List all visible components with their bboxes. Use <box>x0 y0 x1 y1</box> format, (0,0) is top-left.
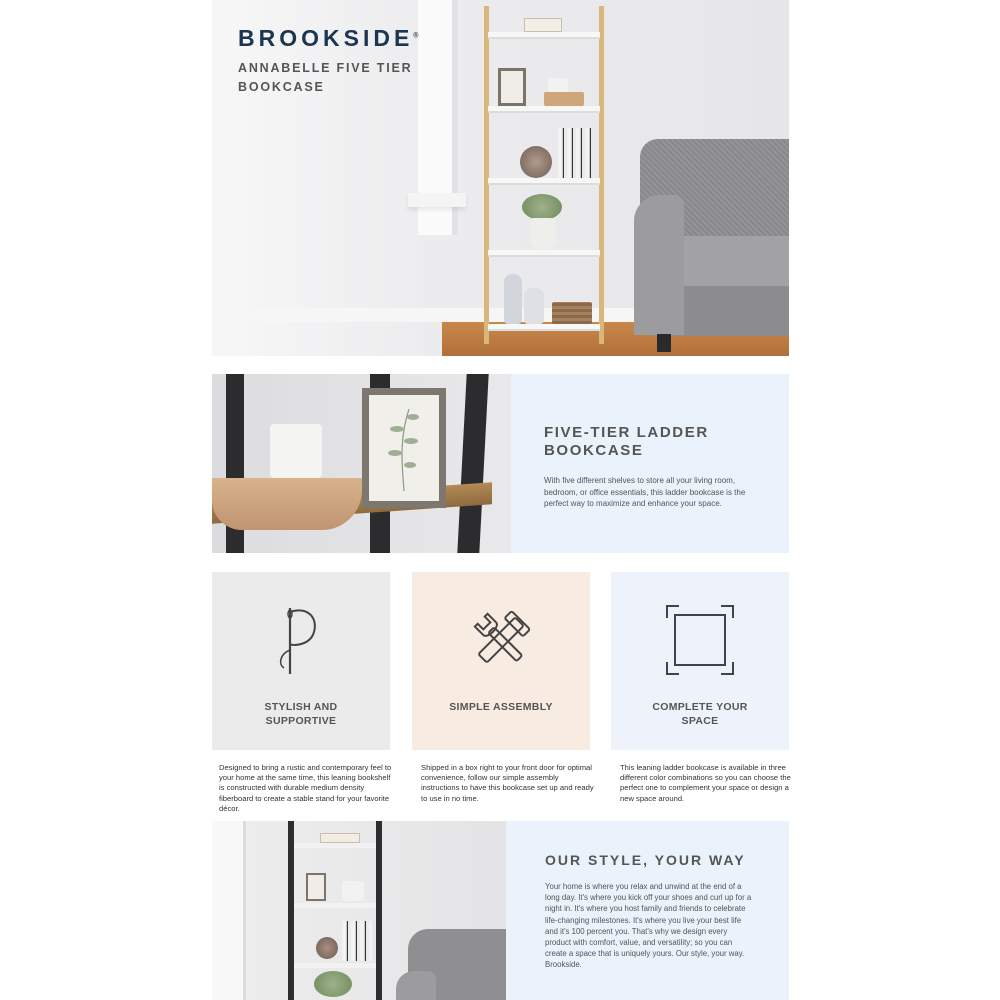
feature-label-line-1: COMPLETE YOUR <box>652 701 748 713</box>
feature-description: Shipped in a box right to your front door for optimal convenience, follow our simple assembly instructions to have this bookcase set up and ready to use in no time. <box>421 763 594 803</box>
ladder-detail-photo <box>212 374 511 553</box>
section-title-line-1: FIVE-TIER LADDER <box>544 424 709 441</box>
product-name-line-2: BOOKCASE <box>238 80 325 94</box>
bookcase-rail-right <box>599 6 604 344</box>
section-title: OUR STYLE, YOUR WAY <box>545 852 746 868</box>
black-rail-right <box>376 821 382 1000</box>
shelf-3 <box>294 963 376 968</box>
books <box>342 921 372 961</box>
shelf-1 <box>294 843 376 848</box>
ladder-info-panel <box>511 374 789 553</box>
feature-card-space <box>611 572 789 750</box>
feature-label-line-2: SPACE <box>681 715 719 727</box>
window-sill <box>408 193 466 207</box>
decor-box <box>524 18 562 32</box>
section-title-line-2: BOOKCASE <box>544 442 644 459</box>
plant-leaves <box>522 194 562 220</box>
decor-box <box>320 833 360 843</box>
woven-basket <box>552 302 592 324</box>
feature-label-line-1: STYLISH AND <box>264 701 338 713</box>
decor-orb <box>520 146 552 178</box>
books <box>558 128 594 178</box>
decor-bowl <box>548 78 568 92</box>
vase-tall <box>504 274 522 324</box>
feature-description: Designed to bring a rustic and contemporary feel to your home at the same time, this leaning bookshelf is constructed with durable medium density fiberboard to create a stable stand for your favorite décor. <box>219 763 392 813</box>
sofa-leg <box>657 334 671 352</box>
wood-tray <box>544 92 584 106</box>
room-photo <box>212 821 506 1000</box>
vase-short <box>524 288 544 324</box>
bookcase-illustration <box>482 6 607 344</box>
framed-print <box>362 388 446 508</box>
wall <box>212 0 422 356</box>
needle-thread-icon <box>266 604 336 676</box>
brand-name: BROOKSIDE <box>238 25 414 51</box>
section-body: Your home is where you relax and unwind at the end of a long day. It's where you kick off your shoes and curl up for a night in. It's where you host family and friends to celebrate life-changing milestones. It's where you live your best life and it's 100 percent you. That's why we design every product with comfort, value, and versatility; so you can create a space that is uniquely yours. Our style, your way. Brookside. <box>545 882 752 970</box>
product-name-line-1: ANNABELLE FIVE TIER <box>238 61 413 75</box>
section-body: With five different shelves to store all your living room, bedroom, or office essentials, this ladder bookcase is the perfect way to maximize and enhance your space. <box>544 476 746 508</box>
bookcase-rail-left <box>484 6 489 344</box>
picture-frame <box>498 68 526 106</box>
picture-frame <box>306 873 326 901</box>
plant-pot <box>530 218 556 250</box>
window <box>212 821 246 1000</box>
tools-icon <box>466 604 536 676</box>
section-title <box>544 424 774 460</box>
ceramic-jar <box>270 424 322 478</box>
feature-label-line-2: SUPPORTIVE <box>265 715 337 727</box>
trademark-symbol: ® <box>413 32 419 40</box>
decor-bowl <box>342 881 364 901</box>
feature-card-assembly <box>412 572 590 750</box>
shelf-1 <box>488 32 600 39</box>
feature-card-stylish <box>212 572 390 750</box>
frame-corners-icon <box>665 604 735 676</box>
feature-description: This leaning ladder bookcase is available in three different color combinations so you can choose the perfect one to complement your space or design a new space around. <box>620 763 791 803</box>
feature-label <box>611 700 789 728</box>
wood-bowl <box>212 478 362 530</box>
sofa-arm <box>634 195 684 335</box>
botanical-sketch <box>369 395 439 501</box>
shelf-5 <box>488 324 600 331</box>
product-name <box>238 59 438 97</box>
feature-label <box>412 700 590 714</box>
shelf-4 <box>488 250 600 257</box>
shelf-3 <box>488 178 600 185</box>
feature-label <box>212 700 390 728</box>
shelf-2 <box>488 106 600 113</box>
sofa-arm <box>396 971 436 1000</box>
brand-logo <box>238 25 418 52</box>
plant-leaves <box>314 971 352 997</box>
decor-orb <box>316 937 338 959</box>
sofa-cushion <box>674 236 789 286</box>
hero-banner <box>212 0 789 356</box>
shelf-2 <box>294 903 376 908</box>
black-rail-right <box>457 374 488 553</box>
feature-label-line-1: SIMPLE ASSEMBLY <box>449 701 553 713</box>
